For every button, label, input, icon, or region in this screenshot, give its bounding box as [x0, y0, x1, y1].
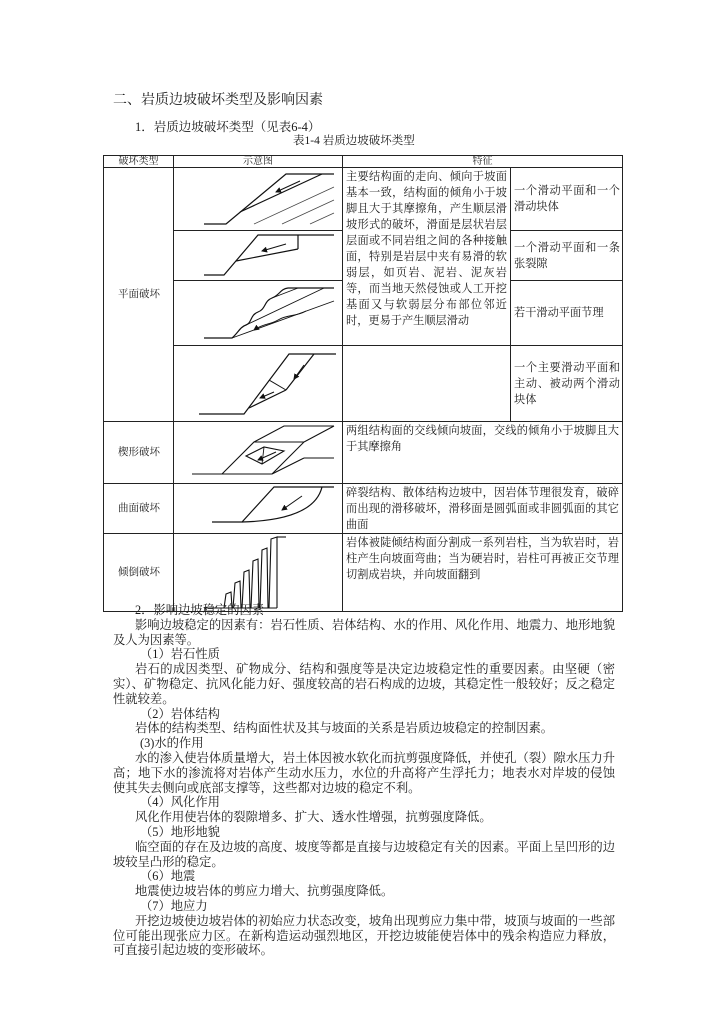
table-header-row: [104, 156, 623, 168]
joint-planes: [232, 288, 334, 338]
intersection-line: [262, 447, 264, 464]
slide-direction-arrow: [258, 452, 276, 460]
wedge-failure-features: 两组结构面的交线倾向坡面，交线的倾角小于坡脚且大于其摩擦角: [343, 422, 623, 484]
factor-heading-rock-mass-structure: （2）岩体结构: [140, 706, 220, 721]
header-diagram: 示意图: [174, 156, 343, 168]
active-block-arrow: [294, 365, 304, 379]
plane-failure-row-4: [104, 346, 623, 422]
slide-direction-arrow: [262, 244, 286, 251]
curved-diagram-cell: [174, 484, 343, 534]
curved-failure-label: 曲面破坏: [104, 484, 174, 534]
slope-profile: [212, 487, 334, 522]
header-failure-type: 破坏类型: [104, 156, 174, 168]
wedge-block: [246, 447, 284, 464]
curved-slip-surface: [242, 487, 322, 522]
plane-active-passive-blocks-diagram: [174, 346, 340, 420]
block-divider: [269, 380, 286, 390]
wedge-failure-row: [104, 422, 623, 484]
factor-text-rock-mass-structure: 岩体的结构类型、结构面性状及其与坡面的关系是岩质边坡稳定的控制因素。: [135, 721, 554, 736]
factor-heading-rock-properties: （1）岩石性质: [140, 647, 220, 662]
active-sliding-plane: [286, 354, 314, 390]
plane-case-2: 一个滑动平面和一条张裂隙: [511, 231, 623, 281]
curved-failure-row: [104, 484, 623, 534]
header-features: 特征: [343, 156, 623, 168]
factor-heading-weathering: （4）风化作用: [140, 795, 220, 810]
plane-diagram-cell-2: [174, 231, 343, 281]
topple-failure-diagram: [174, 534, 340, 610]
plane-single-block-diagram: [174, 168, 340, 229]
factor-heading-earthquake: （6）地震: [140, 869, 196, 884]
curved-failure-diagram: [174, 484, 340, 525]
slope-block-outline: [192, 426, 334, 474]
factor-heading-water: (3)水的作用: [140, 736, 204, 751]
failure-types-heading: 1．岩质边坡破坏类型（见表6-4）: [135, 120, 321, 134]
plane-case-1: 一个滑动平面和一个滑动块体: [511, 168, 623, 231]
topple-failure-features: 岩体被陡倾结构面分割成一系列岩柱，当为软岩时，岩柱产生向坡面弯曲；当为硬岩时，岩柱可再被正交节理切割成岩块，并向坡面翻到: [343, 534, 623, 612]
stability-factors-heading: 2．影响边坡稳定的因素: [135, 603, 265, 617]
rock-columns: [224, 537, 286, 608]
curved-failure-features: 碎裂结构、散体结构边坡中，因岩体节理很发育，破碎而出现的滑移破坏，滑移面是圆弧面或非圆弧面的其它曲面: [343, 484, 623, 534]
stability-factors-section: [113, 603, 615, 958]
topple-failure-row: [104, 534, 623, 612]
slope-profile: [199, 354, 336, 414]
bedding-lines: [254, 187, 334, 224]
plane-failure-features: 主要结构面的走向、倾向于坡面基本一致，结构面的倾角小于坡脚且大于其摩擦角，产生顺层滑坡形式的破坏，滑面是层状岩层层面或不同岩组之间的各种接触面，特别是岩层中夹有易滑的软弱层，如页岩、泥岩、泥灰岩等，而当地天然侵蚀或人工开挖基面又与软弱层分布部位邻近时，更易于产生顺层滑动: [343, 168, 511, 346]
plane-diagram-cell-1: [174, 168, 343, 231]
sliding-plane: [240, 174, 322, 212]
factor-text-topography: 临空面的存在及边坡的高度、坡度等都是直接与边坡稳定有关的因素。平面上呈凹形的边坡较呈凸形的稳定。: [113, 839, 615, 869]
topple-diagram-cell: [174, 534, 343, 612]
plane-failure-features-empty: [343, 346, 511, 422]
slide-direction-arrow: [282, 496, 302, 510]
factor-text-in-situ-stress: 开挖边坡使边坡岩体的初始应力状态改变，坡角出现剪应力集中带，坡顶与坡面的一些部位可能出现张应力区。在新构造运动强烈地区，开挖边坡能使岩体中的残余构造应力释放，可直接引起边坡的变形破坏。: [113, 913, 615, 958]
failure-types-table: [103, 155, 623, 612]
plane-failure-row-1: [104, 168, 623, 231]
plane-case-3: 若干滑动平面节理: [511, 281, 623, 346]
factor-text-rock-properties: 岩石的成因类型、矿物成分、结构和强度等是决定边坡稳定性的重要因素。由坚硬（密实）、矿物稳定、抗风化能力好、强度较高的岩石构成的边坡，其稳定性一般较好；反之稳定性就较差。: [113, 662, 615, 706]
plane-diagram-cell-3: [174, 281, 343, 346]
slope-profile: [204, 288, 334, 338]
wedge-failure-diagram: [174, 422, 340, 482]
factor-heading-in-situ-stress: （7）地应力: [140, 898, 208, 913]
factor-text-weathering: 风化作用使岩体的裂隙增多、扩大、透水性增强，抗剪强度降低。: [135, 810, 492, 825]
plane-tension-crack-diagram: [174, 231, 340, 279]
plane-case-4: 一个主要滑动平面和主动、被动两个滑动块体: [511, 346, 623, 422]
plane-diagram-cell-4: [174, 346, 343, 422]
table-caption: 表1-4 岩质边坡破坏类型: [293, 135, 415, 147]
factor-text-water: 水的渗入使岩体质量增大，岩土体因被水软化而抗剪强度降低，并使孔（裂）隙水压力升高；地下水的渗流将对岩体产生动水压力，水位的升高将产生浮托力；地表水对岸坡的侵蚀使其失去侧向或底部支撑等，这些都对边坡的稳定不利。: [113, 750, 615, 795]
stability-factors-intro: 影响边坡稳定的因素有：岩石性质、岩体结构、水的作用、风化作用、地震力、地形地貌及人为因素等。: [113, 617, 615, 647]
plane-multiple-joints-diagram: [174, 281, 340, 344]
wedge-diagram-cell: [174, 422, 343, 484]
factor-heading-topography: （5）地形地貌: [140, 824, 220, 839]
section-heading: 二、岩质边坡破坏类型及影响因素: [113, 93, 323, 108]
factor-text-earthquake: 地震使边坡岩体的剪应力增大、抗剪强度降低。: [135, 884, 394, 899]
wedge-failure-label: 楔形破坏: [104, 422, 174, 484]
plane-failure-label: 平面破坏: [104, 168, 174, 422]
topple-failure-label: 倾倒破坏: [104, 534, 174, 612]
